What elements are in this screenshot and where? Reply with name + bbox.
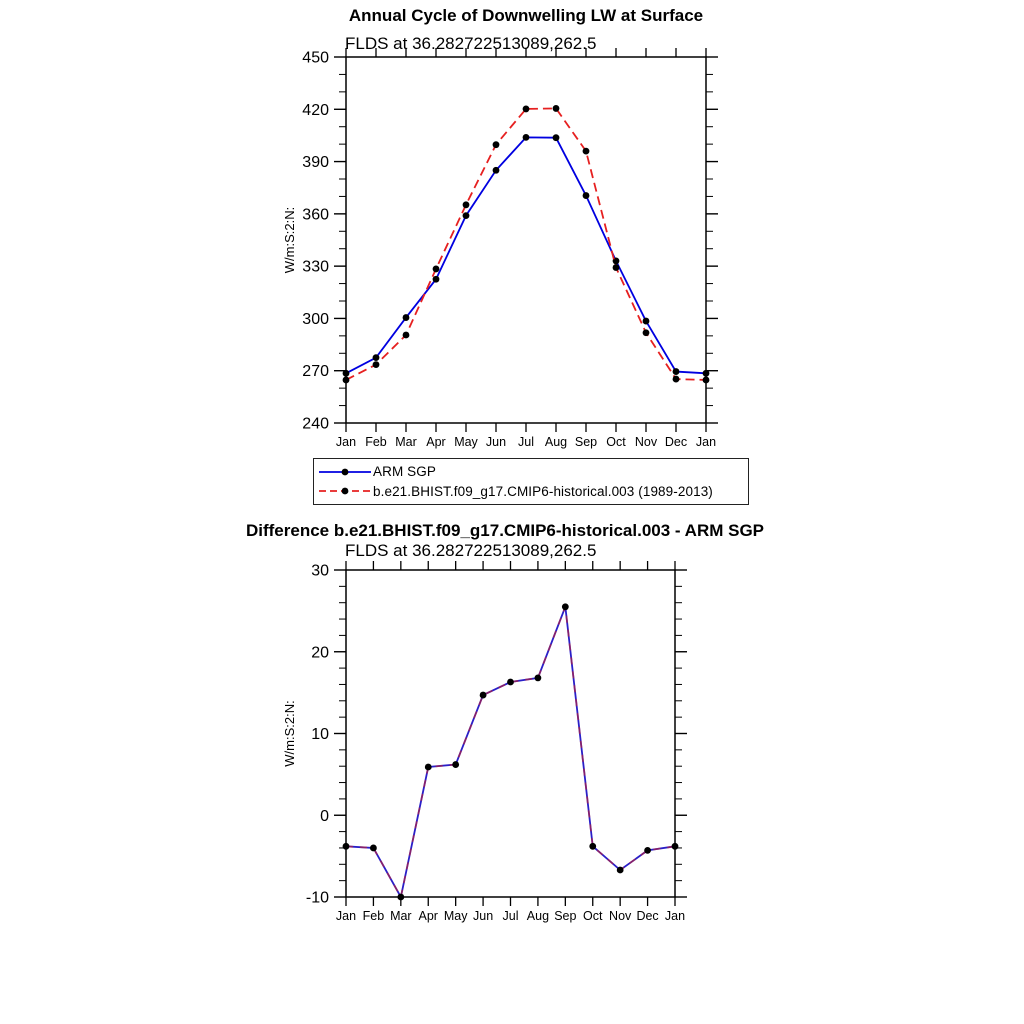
x-tick-label: Apr	[418, 909, 438, 923]
y-tick-label: 270	[302, 363, 329, 381]
x-tick-label: Mar	[390, 909, 412, 923]
legend-label-arm-sgp: ARM SGP	[373, 464, 436, 480]
y-tick-label: 30	[311, 562, 329, 580]
y-axis-label: W/m:S:2:N:	[282, 700, 297, 767]
y-tick-label: 420	[302, 101, 329, 119]
difference-chart-title: Difference b.e21.BHIST.f09_g17.CMIP6-historical.003 - ARM SGP	[245, 521, 765, 540]
y-tick-label: 300	[302, 310, 329, 328]
x-tick-label: Oct	[583, 909, 603, 923]
data-point-dot	[507, 679, 514, 686]
data-point-dot	[397, 894, 404, 901]
data-point-dot	[644, 847, 651, 854]
top-chart-title: Annual Cycle of Downwelling LW at Surface	[348, 6, 704, 25]
x-tick-label: Apr	[426, 435, 446, 449]
x-tick-label: Jan	[695, 435, 717, 449]
plot-frame	[346, 570, 675, 897]
x-tick-label: Dec	[636, 909, 659, 923]
series-line-overlay-0	[346, 607, 675, 897]
data-point-dot	[480, 692, 487, 699]
x-tick-label: May	[443, 909, 468, 923]
top-chart-subtitle: FLDS at 36.282722513089,262.5	[345, 34, 597, 53]
x-tick-label: Nov	[634, 435, 658, 449]
y-tick-label: 390	[302, 154, 329, 172]
x-tick-label: Jun	[485, 435, 507, 449]
x-tick-label: Dec	[664, 435, 688, 449]
y-tick-label: 240	[302, 415, 329, 433]
y-tick-label: 360	[302, 206, 329, 224]
data-point-dot	[343, 843, 350, 850]
x-tick-label: Nov	[609, 909, 632, 923]
data-point-dot	[370, 845, 377, 852]
x-tick-label: Jan	[335, 909, 357, 923]
x-tick-label: Sep	[554, 909, 577, 923]
data-point-dot	[452, 761, 459, 768]
x-tick-label: Jul	[502, 909, 519, 923]
series-line-0	[346, 607, 675, 897]
x-tick-label: Jul	[518, 435, 534, 449]
y-tick-label: 450	[302, 49, 329, 67]
x-tick-label: Aug	[526, 909, 550, 923]
x-tick-label: Feb	[362, 909, 385, 923]
x-tick-label: Sep	[574, 435, 598, 449]
x-tick-label: Aug	[544, 435, 568, 449]
data-point-dot	[672, 843, 679, 850]
x-tick-label: Jan	[335, 435, 357, 449]
data-point-dot	[425, 764, 432, 771]
difference-chart-subtitle: FLDS at 36.282722513089,262.5	[345, 541, 597, 560]
y-tick-label: 0	[320, 807, 329, 825]
legend-label-model: b.e21.BHIST.f09_g17.CMIP6-historical.003 (1989-2013)	[373, 483, 713, 499]
data-point-dot	[617, 867, 624, 874]
x-tick-label: May	[454, 435, 478, 449]
y-tick-label: 10	[311, 726, 329, 743]
y-tick-label: 20	[311, 644, 329, 662]
x-tick-label: Jan	[664, 909, 686, 923]
y-tick-label: 330	[302, 258, 329, 276]
y-tick-label: -10	[305, 889, 329, 907]
y-axis-label: W/m:S:2:N:	[282, 206, 297, 274]
x-tick-label: Feb	[365, 435, 387, 449]
data-point-dot	[562, 603, 569, 610]
data-point-dot	[589, 843, 596, 850]
x-tick-label: Jun	[473, 909, 494, 923]
data-point-dot	[535, 675, 542, 682]
x-tick-label: Mar	[395, 435, 417, 449]
x-tick-label: Oct	[606, 435, 626, 449]
